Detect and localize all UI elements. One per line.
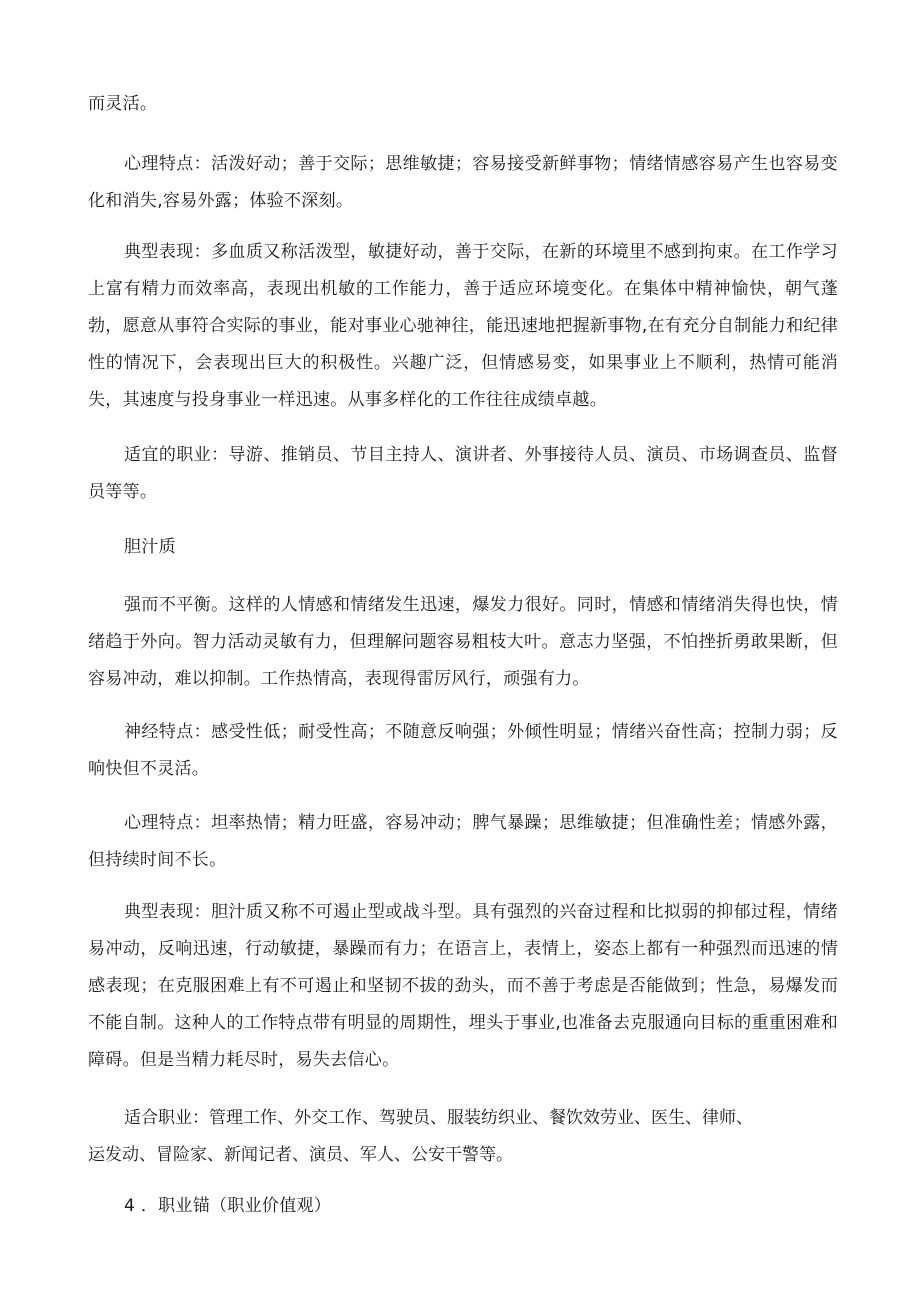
- paragraph-suitable-careers-sanguine: 适宜的职业：导游、推销员、节目主持人、演讲者、外事接待人员、演员、市场调查员、监督员等等。: [88, 445, 838, 502]
- paragraph-choleric-overview: 强而不平衡。这样的人情感和情绪发生迅速，爆发力很好。同时，情感和情绪消失得也快，情绪趋于外向。智力活动灵敏有力，但理解问题容易粗枝大叶。意志力坚强，不怕挫折勇敢果断，但容易冲动，难以抑制。工作热情高，表现得雷厉风行，顽强有力。: [88, 595, 838, 689]
- paragraph-suitable-careers-choleric-line1: 适合职业：管理工作、外交工作、驾驶员、服装纺织业、餐饮效劳业、医生、律师、: [124, 1108, 753, 1128]
- section-heading-career-anchor: 4 ．职业锚（职业价值观）: [124, 1196, 332, 1216]
- paragraph-psychological-traits-sanguine: 心理特点：活泼好动；善于交际；思维敏捷；容易接受新鲜事物；情绪情感容易产生也容易变化和消失,容易外露；体验不深刻。: [88, 154, 838, 211]
- paragraph-typical-behavior-choleric: 典型表现：胆汁质又称不可遏止型或战斗型。具有强烈的兴奋过程和比拟弱的抑郁过程，情绪易冲动，反响迅速，行动敏捷，暴躁而有力；在语言上，表情上，姿态上都有一种强烈而迅速的情感表现；在克服困难上有不可遏止和坚韧不拔的劲头，而不善于考虑是否能做到；性急，易爆发而不能自制。这种人的工作特点带有明显的周期性，埋头于事业,也准备去克服通向目标的重重困难和障碍。但是当精力耗尽时，易失去信心。: [88, 902, 838, 1070]
- paragraph-typical-behavior-sanguine: 典型表现：多血质又称活泼型，敏捷好动，善于交际，在新的环境里不感到拘束。在工作学习上富有精力而效率高，表现出机敏的工作能力，善于适应环境变化。在集体中精神愉快，朝气蓬勃，愿意从事符合实际的事业，能对事业心驰神往，能迅速地把握新事物,在有充分自制能力和纪律性的情况下，会表现出巨大的积极性。兴趣广泛，但情感易变，如果事业上不顺利，热情可能消失，其速度与投身事业一样迅速。从事多样化的工作往往成绩卓越。: [88, 242, 838, 410]
- paragraph-continuation: 而灵活。: [88, 94, 158, 114]
- paragraph-nervous-traits-choleric: 神经特点：感受性低；耐受性高；不随意反响强；外倾性明显；情绪兴奋性高；控制力弱；反响快但不灵活。: [88, 722, 838, 779]
- paragraph-suitable-careers-choleric-line2: 运发动、冒险家、新闻记者、演员、军人、公安干警等。: [88, 1145, 513, 1165]
- paragraph-psychological-traits-choleric: 心理特点：坦率热情；精力旺盛，容易冲动；脾气暴躁；思维敏捷；但准确性差；情感外露，但持续时间不长。: [88, 813, 838, 870]
- section-heading-choleric: 胆汁质: [124, 537, 176, 557]
